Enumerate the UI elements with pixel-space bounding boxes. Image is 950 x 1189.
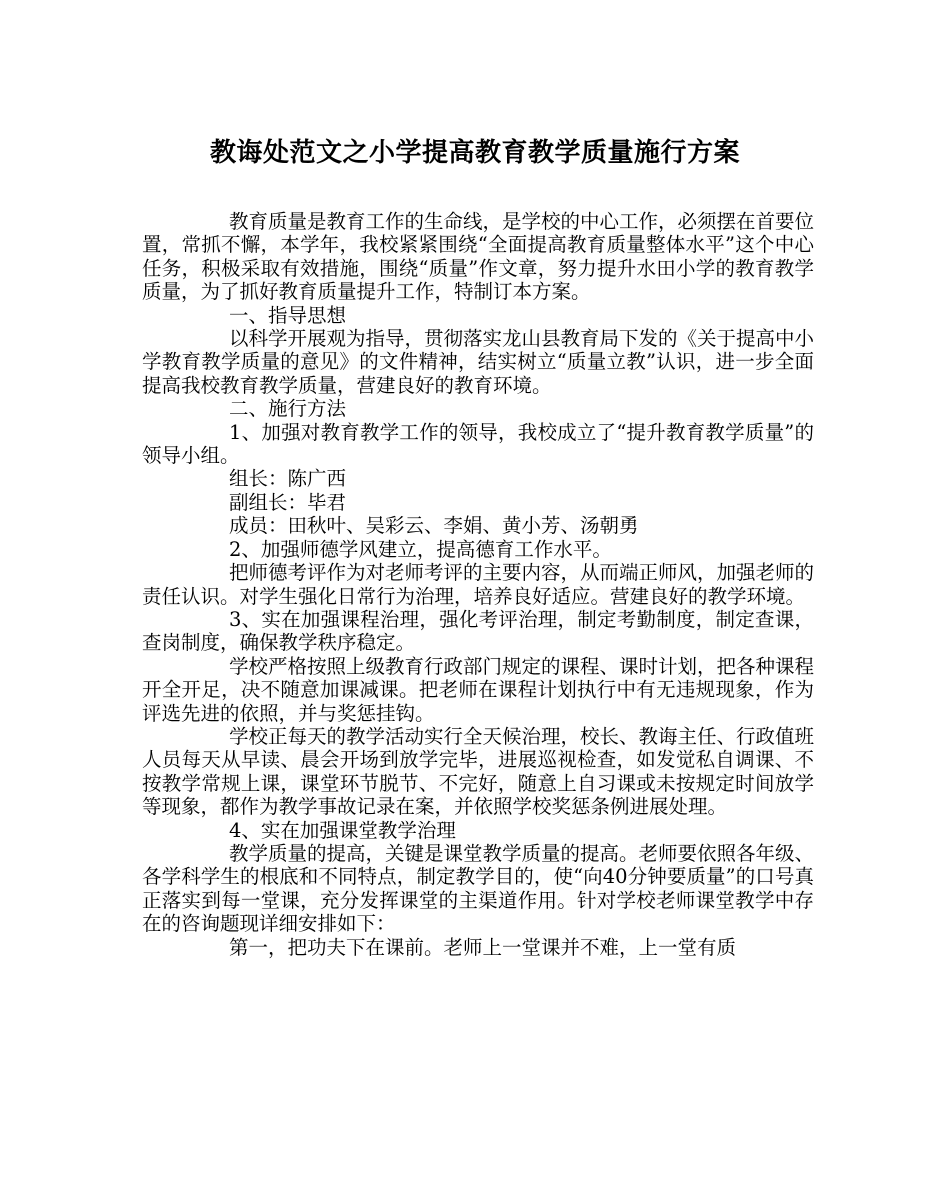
paragraph-first-point: 第一，把功夫下在课前。老师上一堂课并不难，上一堂有质 [229, 935, 737, 959]
paragraph-method-2: 2、加强师德学风建立，提高德育工作水平。 [229, 537, 612, 561]
paragraph-method-1: 1、加强对教育教学工作的领导，我校成立了“提升教育教学质量”的领导小组。 [142, 420, 814, 468]
paragraph-teacher-ethics: 把师德考评作为对老师考评的主要内容，从而端正师风，加强老师的责任认识。对学生强化日常行为治理，培养良好适应。营建良好的教学环境。 [142, 561, 815, 608]
document-title: 教诲处范文之小学提高教育教学质量施行方案 [209, 138, 740, 168]
paragraph-deputy-leader: 副组长：毕君 [229, 490, 347, 514]
paragraph-method-4: 4、实在加强课堂教学治理 [229, 818, 456, 842]
heading-implementation-methods: 二、施行方法 [229, 397, 347, 421]
document-body [142, 210, 814, 959]
heading-guiding-ideology: 一、指导思想 [229, 303, 347, 327]
paragraph-method-3: 3、实在加强课程治理，强化考评治理，制定考勤制度，制定查课，查岗制度，确保教学秩序稳定。 [142, 607, 814, 655]
paragraph-guiding-ideology: 以科学开展观为指导，贯彻落实龙山县教育局下发的《关于提高中小学教育教学质量的意见》的文件精神，结实树立“质量立教”认识，进一步全面提高我校教育教学质量，营建良好的教育环境。 [142, 327, 815, 397]
paragraph-classroom-quality: 教学质量的提高，关键是课堂教学质量的提高。老师要依照各年级、各学科学生的根底和不同特点，制定教学目的，使“向40分钟要质量”的口号真正落实到每一堂课，充分发挥课堂的主渠道作用。针对学校老师课堂教学中存在的咨询题现详细安排如下： [142, 841, 815, 936]
paragraph-daily-management: 学校正每天的教学活动实行全天候治理，校长、教诲主任、行政值班人员每天从早读、晨会开场到放学完毕，进展巡视检查，如发觉私自调课、不按教学常规上课，课堂环节脱节、不完好，随意上自习课或未按规定时间放学等现象，都作为教学事故记录在案，并依照学校奖惩条例进展处理。 [142, 724, 815, 819]
paragraph-curriculum: 学校严格按照上级教育行政部门规定的课程、课时计划，把各种课程开全开足，决不随意加课减课。把老师在课程计划执行中有无违规现象，作为评选先进的依照，并与奖惩挂钩。 [142, 654, 815, 725]
paragraph-group-leader: 组长：陈广西 [229, 467, 347, 491]
paragraph-members: 成员：田秋叶、吴彩云、李娟、黄小芳、汤朝勇 [229, 514, 639, 538]
paragraph-intro: 教育质量是教育工作的生命线，是学校的中心工作，必须摆在首要位置，常抓不懈，本学年，我校紧紧围绕“全面提高教育质量整体水平”这个中心任务，积极采取有效措施，围绕“质量”作文章，努力提升水田小学的教育教学质量，为了抓好教育质量提升工作，特制订本方案。 [142, 210, 815, 304]
